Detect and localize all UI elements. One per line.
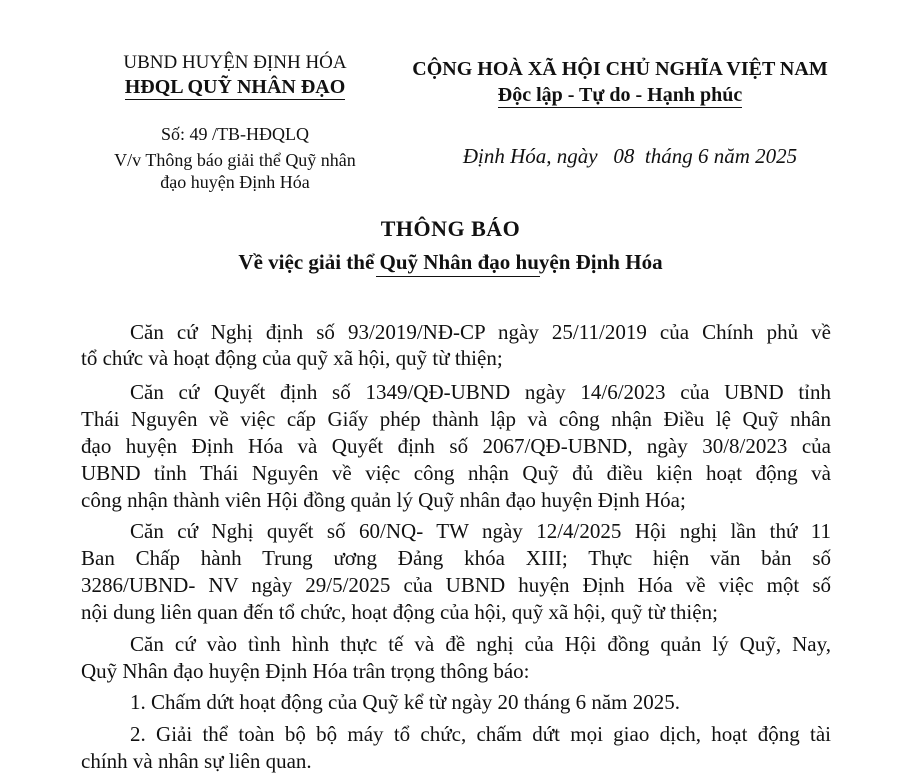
national-motto xyxy=(400,84,840,107)
document-title: THÔNG BÁO xyxy=(380,216,521,241)
body-line: Căn cứ vào tình hình thực tế và đề nghị của Hội đồng quản lý Quỹ, Nay, xyxy=(130,632,831,656)
body-line: 1. Chấm dứt hoạt động của Quỹ kể từ ngày 20 tháng 6 năm 2025. xyxy=(130,690,681,714)
body-line: nội dung liên quan đến tổ chức, hoạt động của hội, quỹ xã hội, quỹ từ thiện; xyxy=(81,600,718,624)
document-number: Số: 49 /TB-HĐQLQ xyxy=(161,124,309,144)
body-line: Quỹ Nhân đạo huyện Định Hóa trân trọng thông báo: xyxy=(81,659,530,683)
issuing-authority: UBND HUYỆN ĐỊNH HÓA xyxy=(123,52,347,73)
body-line: Ban Chấp hành Trung ương Đảng khóa XIII; Thực hiện văn bản số xyxy=(81,546,831,570)
body-line: Thái Nguyên về việc cấp Giấy phép thành lập và công nhận Điều lệ Quỹ nhân xyxy=(81,407,831,431)
issuing-organization-text: HĐQL QUỸ NHÂN ĐẠO xyxy=(124,76,346,98)
body-line: Căn cứ Nghị quyết số 60/NQ- TW ngày 12/4/2025 Hội nghị lần thứ 11 xyxy=(130,519,831,543)
document-date: Định Hóa, ngày 08 tháng 6 năm 2025 xyxy=(462,144,798,168)
national-title: CỘNG HOÀ XÃ HỘI CHỦ NGHĨA VIỆT NAM xyxy=(412,58,828,80)
body-line: công nhận thành viên Hội đồng quản lý Quỹ nhân đạo huyện Định Hóa; xyxy=(81,488,686,512)
subject-line-1: V/v Thông báo giải thể Quỹ nhân xyxy=(114,150,356,170)
national-motto-text: Độc lập - Tự do - Hạnh phúc xyxy=(497,84,743,106)
body-line: 3286/UBND- NV ngày 29/5/2025 của UBND huyện Định Hóa về việc một số xyxy=(81,573,831,597)
issuing-organization xyxy=(70,76,400,99)
body-line: đạo huyện Định Hóa và Quyết định số 2067/QĐ-UBND, ngày 30/8/2023 của xyxy=(81,434,831,458)
body-line: tổ chức và hoạt động của quỹ xã hội, quỹ từ thiện; xyxy=(81,346,503,370)
body-line: Căn cứ Nghị định số 93/2019/NĐ-CP ngày 25/11/2019 của Chính phủ về xyxy=(130,320,831,344)
body-line: chính và nhân sự liên quan. xyxy=(81,749,312,773)
body-line: Căn cứ Quyết định số 1349/QĐ-UBND ngày 14/6/2023 của UBND tỉnh xyxy=(130,380,831,404)
subject-line-2: đạo huyện Định Hóa xyxy=(160,172,310,192)
document-subtitle: Về việc giải thể Quỹ Nhân đạo huyện Định Hóa xyxy=(238,250,663,274)
body-line: 2. Giải thể toàn bộ bộ máy tổ chức, chấm dứt mọi giao dịch, hoạt động tài xyxy=(130,722,831,746)
subtitle-underline xyxy=(376,276,540,277)
body-line: UBND tỉnh Thái Nguyên về việc công nhận Quỹ đủ điều kiện hoạt động và xyxy=(81,461,831,485)
